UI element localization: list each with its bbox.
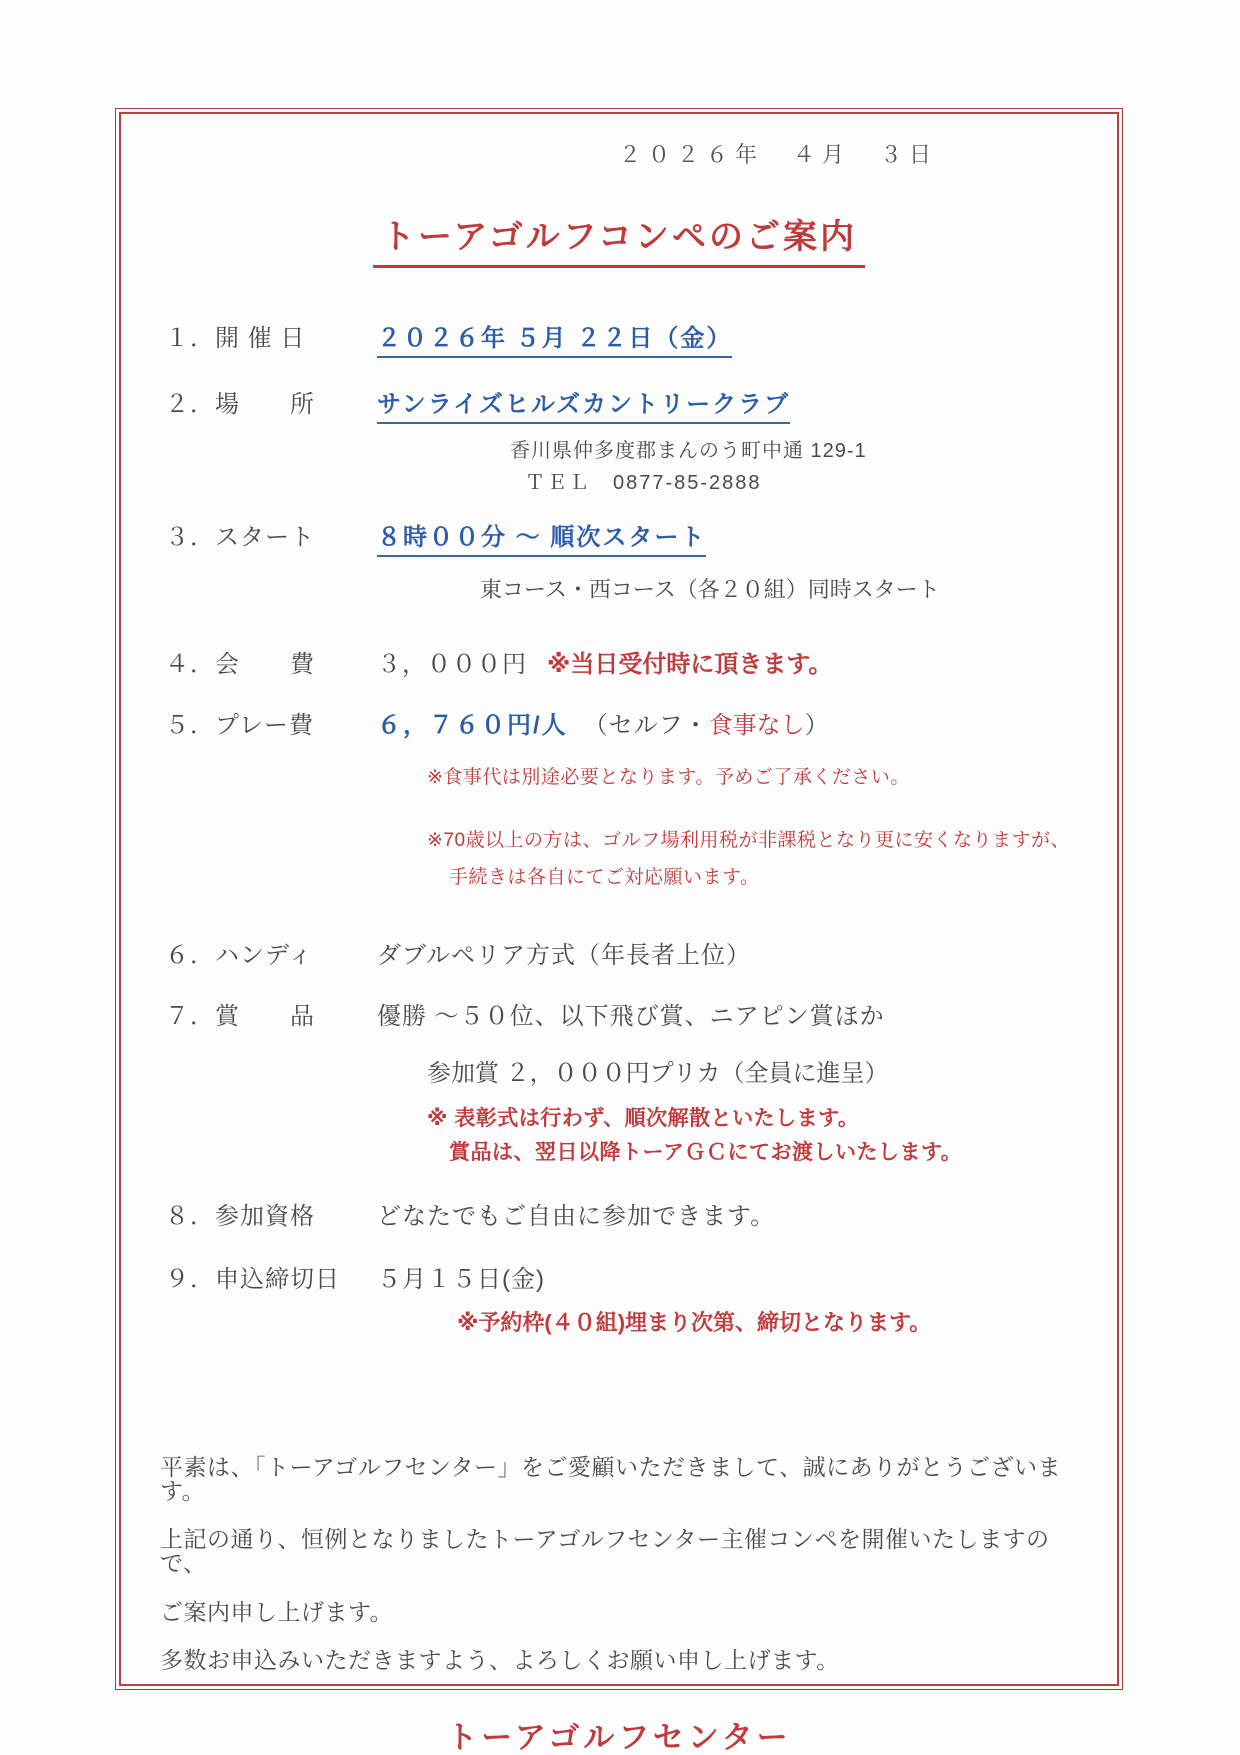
item-8-row (165, 1196, 1123, 1231)
item-7-note-ceremony: ※ 表彰式は行わず、順次解散といたします。 (427, 1107, 860, 1130)
item-5-row (165, 705, 1123, 740)
item-1-value: ２０２６年 ５月 ２２日（金） (377, 318, 732, 358)
signature-text: トーアゴルフセンター (442, 1712, 795, 1755)
item-3-value: ８時００分 ～ 順次スタート (377, 517, 706, 557)
item-5-fee: ６，７６０円/人 (377, 712, 568, 739)
document-content (115, 108, 1123, 1755)
closing-line-4: 多数お申込みいただきますよう、よろしくお願い申し上げます。 (160, 1646, 840, 1673)
document-title-text: トーアゴルフコンペのご案内 (373, 209, 865, 268)
item-9-label: ９．申込締切日 (165, 1266, 340, 1293)
item-2-row (165, 384, 1123, 424)
closing-line-3: ご案内申し上げます。 (160, 1598, 394, 1625)
item-7-row (165, 996, 1123, 1031)
item-2-value: サンライズヒルズカントリークラブ (377, 384, 790, 424)
numbered-items (115, 318, 1123, 1337)
item-4-label: ４．会 費 (165, 651, 315, 678)
issue-date: ２０２６年 ４月 ３日 (618, 142, 938, 167)
signature-block (115, 1712, 1123, 1755)
item-6-value: ダブルペリア方式（年長者上位） (377, 942, 752, 969)
closing-line-2: 上記の通り、恒例となりましたトーアゴルフセンター主催コンペを開催いたしますので、 (160, 1526, 1050, 1577)
item-3-row (165, 517, 1123, 557)
item-3-courses: 東コース・西コース（各２０組）同時スタート (480, 577, 940, 602)
item-7-label: ７．賞 品 (165, 1003, 315, 1030)
item-9-note-deadline: ※予約枠(４０組)埋まり次第、締切となります。 (457, 1310, 932, 1335)
item-6-label: ６．ハンディ (165, 942, 314, 969)
item-5-suffix-meal: 食事なし (708, 712, 805, 739)
item-9-row (165, 1259, 1123, 1294)
item-6-row (165, 935, 1123, 970)
closing-line-1: 平素は、「トーアゴルフセンター」をご愛顧いただきまして、誠にありがとうございます。 (160, 1454, 1062, 1505)
document-title (115, 209, 1123, 268)
item-4-fee: ３，０００円 (377, 651, 527, 678)
item-8-value: どなたでもご自由に参加できます。 (377, 1203, 776, 1230)
item-8-label: ８．参加資格 (165, 1203, 315, 1230)
item-7-note-prizes: 賞品は、翌日以降トーアＧＣにてお渡しいたします。 (449, 1141, 963, 1164)
item-5-note-tax-2: 手続きは各自にてご対応願います。 (449, 867, 760, 888)
item-2-phone: ＴＥＬ 0877-85-2888 (525, 472, 762, 494)
item-4-row (165, 644, 1123, 679)
item-5-note-meal: ※食事代は別途必要となります。予めご了承ください。 (427, 767, 910, 788)
item-5-suffix-close: ） (804, 712, 830, 739)
item-5-suffix-open: （セルフ・ (583, 712, 709, 739)
item-2-label: ２．場 所 (165, 391, 315, 418)
item-1-row (165, 318, 1123, 358)
item-3-label: ３．スタート (165, 524, 315, 551)
closing-paragraph (115, 1455, 1123, 1672)
item-7-participation-prize: 参加賞 ２，０００円プリカ（全員に進呈） (427, 1060, 889, 1087)
item-9-value: ５月１５日(金) (377, 1266, 545, 1293)
item-2-address: 香川県仲多度郡まんのう町中通 129-1 (510, 440, 867, 462)
item-5-label: ５．プレー費 (165, 712, 315, 739)
item-7-value: 優勝 ～５０位、以下飛び賞、ニアピン賞ほか (377, 1003, 885, 1030)
item-4-note: ※当日受付時に頂きます。 (547, 651, 833, 678)
item-5-note-tax: ※70歳以上の方は、ゴルフ場利用税が非課税となり更に安くなりますが、 (427, 830, 1071, 851)
item-1-label: １．開 催 日 (165, 325, 306, 352)
